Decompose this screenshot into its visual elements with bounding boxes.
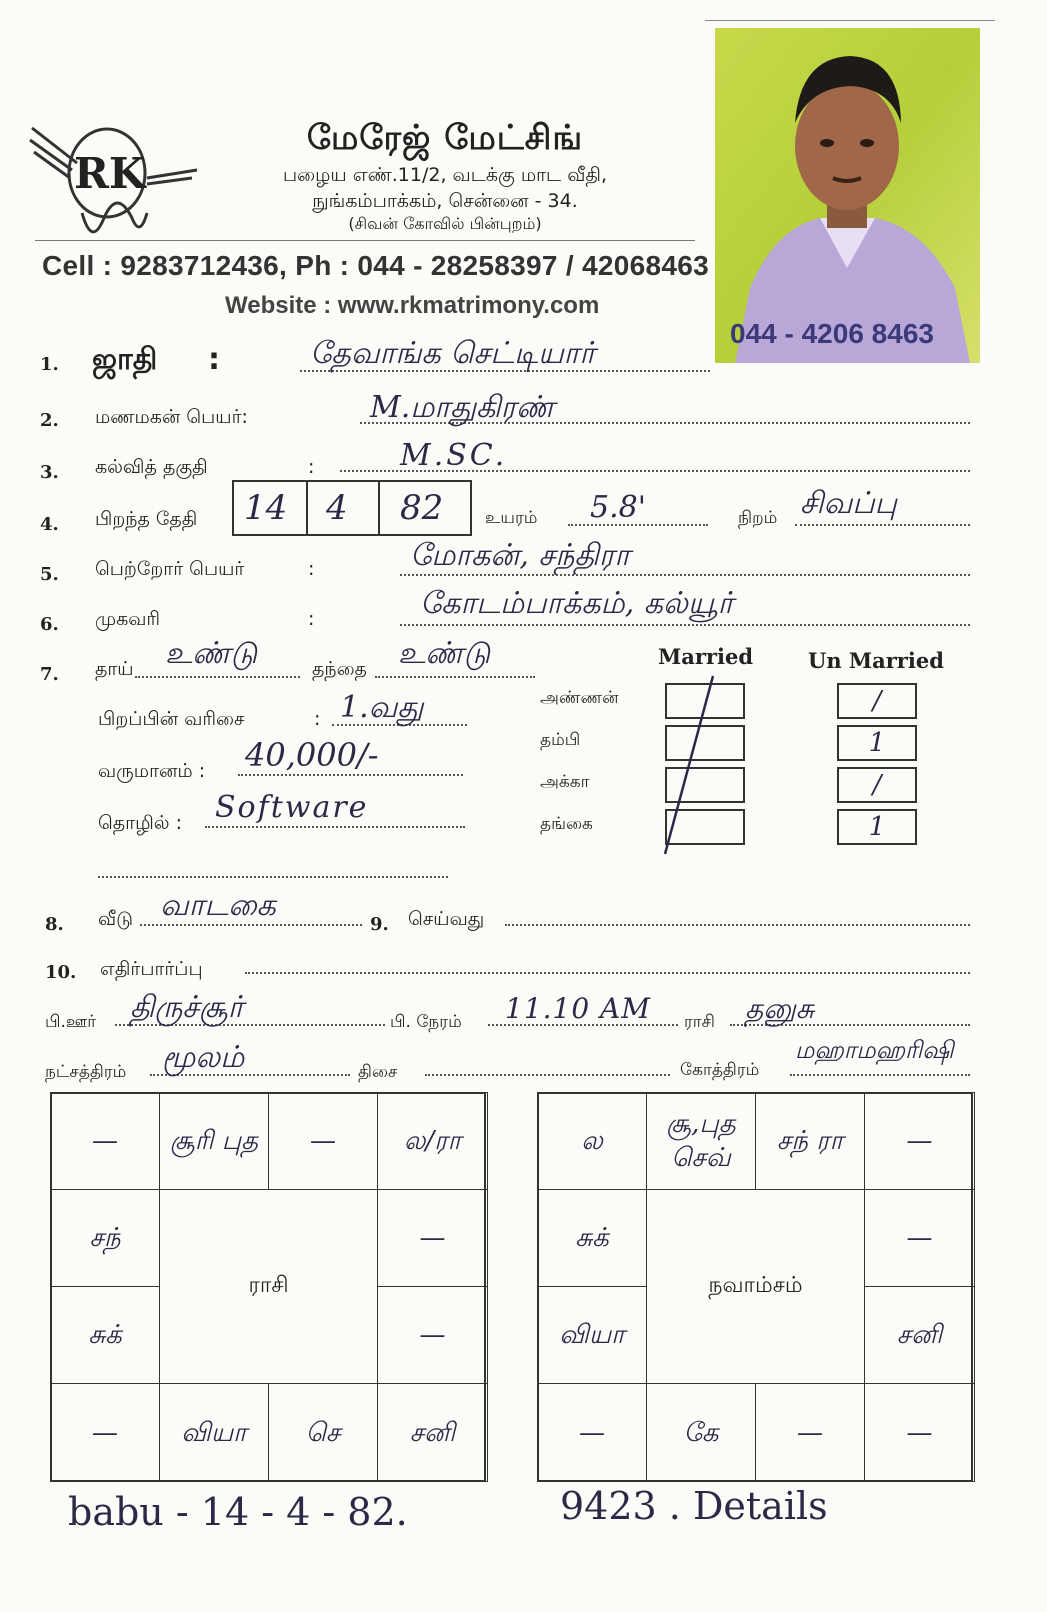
education-colon: : bbox=[308, 456, 315, 478]
income-line bbox=[238, 774, 463, 776]
address-line-3: (சிவன் கோவில் பின்புறம்) bbox=[348, 214, 542, 233]
gotra-line bbox=[790, 1074, 970, 1076]
dob-box bbox=[232, 480, 472, 536]
brand-title: மேரேஜ் மேட்சிங் bbox=[306, 118, 584, 158]
profile-photo bbox=[715, 28, 980, 363]
rasi-cell-8: செ bbox=[268, 1383, 378, 1482]
svg-text:RK: RK bbox=[74, 149, 146, 198]
navamsam-cell-4: — bbox=[864, 1092, 975, 1190]
rasi-cell-12: சந் bbox=[50, 1189, 160, 1287]
married-strike bbox=[655, 672, 725, 862]
house-label: வீடு bbox=[98, 908, 134, 930]
rasi-cell-4: ல/ரா bbox=[377, 1092, 488, 1190]
field-7-number: 7. bbox=[40, 664, 59, 685]
star-value: மூலம் bbox=[162, 1040, 245, 1075]
field-6-number: 6. bbox=[40, 614, 59, 635]
unmarried-header: Un Married bbox=[808, 648, 944, 673]
photo-phone: 044 - 4206 8463 bbox=[730, 318, 934, 349]
navamsam-cell-2: சூ,புத செவ் bbox=[646, 1092, 756, 1190]
field-8-number: 8. bbox=[45, 914, 64, 935]
contact-numbers: Cell : 9283712436, Ph : 044 - 28258397 / 42068463 bbox=[42, 250, 709, 281]
rasi-chart bbox=[50, 1092, 486, 1482]
sibling-label-younger-sister: தங்கை bbox=[540, 814, 593, 834]
income-label: வருமானம் : bbox=[98, 760, 206, 782]
rasi-cell-11: சுக் bbox=[50, 1286, 160, 1384]
navamsam-center-label: நவாம்சம் bbox=[708, 1272, 803, 1298]
sibling-label-elder-brother: அண்ணன் bbox=[540, 688, 619, 708]
dob-day: 14 bbox=[244, 488, 288, 528]
unmarried-box-elder-brother: / bbox=[837, 683, 917, 719]
direction-label: திசை bbox=[358, 1062, 398, 1082]
job-value: Software bbox=[215, 790, 369, 825]
navamsam-chart bbox=[537, 1092, 973, 1482]
navamsam-cell-5: — bbox=[864, 1189, 975, 1287]
birthtime-value: 11.10 AM bbox=[505, 992, 651, 1025]
dob-year: 82 bbox=[400, 488, 444, 528]
job-label: தொழில் : bbox=[98, 812, 183, 834]
mother-label: தாய் bbox=[95, 658, 134, 680]
unmarried-box-elder-sister: / bbox=[837, 767, 917, 803]
rasi-cell-3: — bbox=[268, 1092, 378, 1190]
address-colon: : bbox=[308, 608, 315, 630]
dob-label: பிறந்த தேதி bbox=[95, 508, 198, 530]
star-label: நட்சத்திரம் bbox=[45, 1062, 127, 1082]
address-label: முகவரி bbox=[95, 608, 161, 630]
navamsam-cell-6: சனி bbox=[864, 1286, 975, 1384]
doing-label: செய்வது bbox=[408, 908, 485, 930]
expectation-line bbox=[245, 972, 970, 974]
navamsam-cell-12: சுக் bbox=[537, 1189, 647, 1287]
field-10-number: 10. bbox=[45, 962, 77, 983]
footer-left-note: babu - 14 - 4 - 82. bbox=[68, 1490, 408, 1534]
caste-label: ஜாதி bbox=[92, 342, 158, 377]
rasi-cell-6: — bbox=[377, 1286, 488, 1384]
field-5-number: 5. bbox=[40, 564, 59, 585]
rasi-cell-10: — bbox=[50, 1383, 160, 1482]
address-line-1: பழைய எண்.11/2, வடக்கு மாட வீதி, bbox=[283, 164, 607, 186]
father-value: உண்டு bbox=[398, 636, 491, 671]
navamsam-cell-10: — bbox=[537, 1383, 647, 1482]
married-header: Married bbox=[658, 644, 754, 669]
field-4-number: 4. bbox=[40, 514, 59, 535]
mother-line bbox=[135, 676, 300, 678]
navamsam-cell-1: ல bbox=[537, 1092, 647, 1190]
education-label: கல்வித் தகுதி bbox=[95, 456, 208, 478]
field-3-number: 3. bbox=[40, 462, 59, 483]
rasi-cell-9: வியா bbox=[159, 1383, 269, 1482]
color-value: சிவப்பு bbox=[800, 486, 897, 521]
unmarried-box-younger-sister: 1 bbox=[837, 809, 917, 845]
doing-line bbox=[505, 924, 970, 926]
color-label: நிறம் bbox=[738, 508, 778, 528]
top-rule bbox=[705, 20, 995, 21]
education-value: M.SC. bbox=[400, 438, 508, 473]
birth-order-value: 1.வது bbox=[340, 690, 424, 725]
gotra-label: கோத்திரம் bbox=[680, 1060, 760, 1080]
field-2-number: 2. bbox=[40, 410, 59, 431]
height-label: உயரம் bbox=[485, 508, 538, 528]
address-line-2: நுங்கம்பாக்கம், சென்னை - 34. bbox=[312, 190, 578, 212]
sibling-label-elder-sister: அக்கா bbox=[540, 772, 590, 792]
expectation-label: எதிர்பார்ப்பு bbox=[100, 958, 203, 980]
footer-right-note: 9423 . Details bbox=[560, 1484, 828, 1528]
father-line bbox=[375, 676, 535, 678]
direction-line bbox=[425, 1074, 670, 1076]
birthplace-value: திருச்சூர் bbox=[130, 990, 244, 1025]
gotra-value: மஹாமஹரிஷி bbox=[795, 1036, 954, 1064]
birth-order-label: பிறப்பின் வரிசை bbox=[98, 708, 245, 730]
field-1-number: 1. bbox=[40, 354, 59, 375]
rasi-center-label: ராசி bbox=[248, 1272, 289, 1298]
navamsam-cell-3: சந் ரா bbox=[755, 1092, 865, 1190]
income-value: 40,000/- bbox=[245, 736, 379, 774]
rasi-value: தனுசு bbox=[745, 992, 814, 1025]
sibling-label-younger-brother: தம்பி bbox=[540, 730, 581, 750]
house-value: வாடகை bbox=[160, 888, 276, 923]
birthtime-label: பி. நேரம் bbox=[390, 1012, 462, 1032]
rasi-cell-5: — bbox=[377, 1189, 488, 1287]
height-value: 5.8' bbox=[590, 490, 646, 525]
rk-logo bbox=[22, 118, 202, 248]
brand-block bbox=[205, 118, 685, 235]
field-9-number: 9. bbox=[370, 914, 389, 935]
dob-month: 4 bbox=[326, 488, 348, 528]
navamsam-cell-7: — bbox=[864, 1383, 975, 1482]
groom-name-label: மணமகன் பெயர்: bbox=[95, 406, 248, 428]
navamsam-cell-8: — bbox=[755, 1383, 865, 1482]
extra-line bbox=[98, 876, 448, 878]
birth-order-colon: : bbox=[314, 708, 321, 730]
address-value: கோடம்பாக்கம், கல்யூர் bbox=[420, 586, 734, 621]
parents-colon: : bbox=[308, 558, 315, 580]
parents-value: மோகன், சந்திரா bbox=[410, 538, 631, 573]
navamsam-cell-9: கே bbox=[646, 1383, 756, 1482]
father-label: தந்தை bbox=[312, 658, 367, 680]
unmarried-box-younger-brother: 1 bbox=[837, 725, 917, 761]
birthplace-label: பி.ஊர் bbox=[45, 1012, 97, 1032]
rasi-cell-2: சூரி புத bbox=[159, 1092, 269, 1190]
rasi-cell-1: — bbox=[50, 1092, 160, 1190]
job-line bbox=[205, 826, 465, 828]
website: Website : www.rkmatrimony.com bbox=[225, 292, 600, 319]
rasi-label: ராசி bbox=[684, 1012, 715, 1032]
caste-colon: : bbox=[208, 342, 220, 377]
caste-value: தேவாங்க செட்டியார் bbox=[310, 336, 596, 371]
mother-value: உண்டு bbox=[165, 636, 258, 671]
header-rule bbox=[35, 240, 695, 241]
navamsam-cell-11: வியா bbox=[537, 1286, 647, 1384]
parents-label: பெற்றோர் பெயர் bbox=[95, 558, 245, 580]
rasi-cell-7: சனி bbox=[377, 1383, 488, 1482]
groom-name-value: M.மாதுகிரண் bbox=[370, 390, 555, 425]
